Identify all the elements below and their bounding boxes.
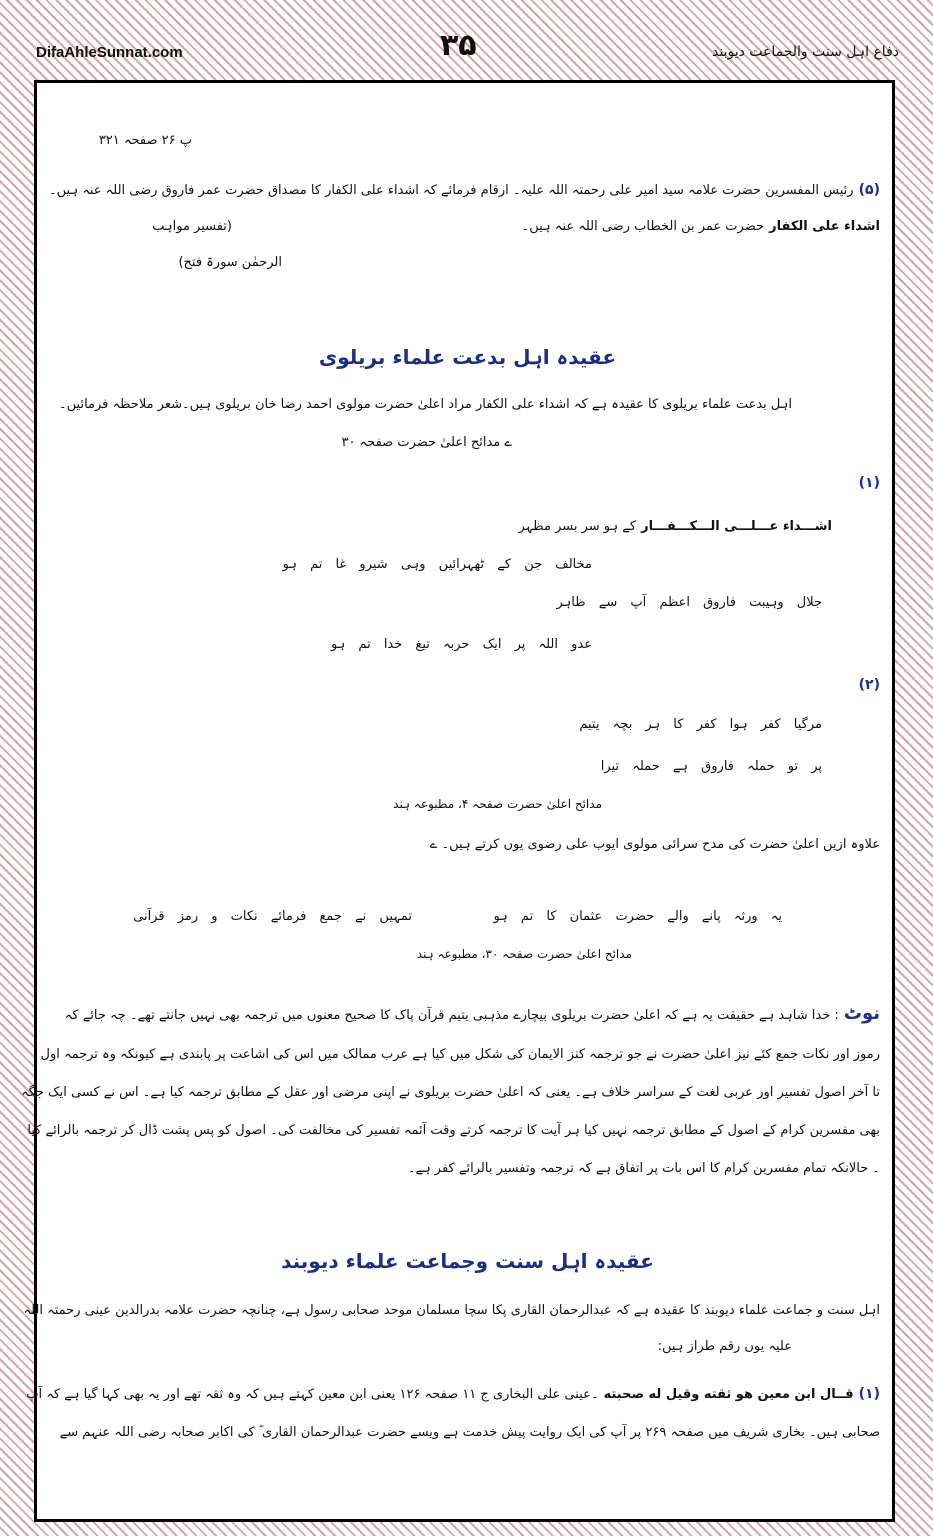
poem-1-line1 <box>519 515 832 534</box>
poem-3-reference: مدائح اعلیٰ حضرت صفحہ ۳۰، مطبوعہ ہند <box>416 947 632 961</box>
note-line3: تا آخر اصول تفسیر اور عربی لغت کے سراسر خلاف ہے۔ یعنی کہ اعلیٰ حضرت بریلوی نے اپنی مرضی اور عقل کے مطابق ترجمہ کیا ہے۔ اس نے کسی ایک جگہ <box>21 1085 880 1100</box>
item-5-number: (۵) <box>858 182 880 198</box>
item-5-line1 <box>49 179 880 198</box>
paragraph-deoband-line1: اہل سنت و جماعت علماء دیوبند کا عقیدہ ہے کہ عبدالرحمان القاری پکا سچا مسلمان موحد صحابی رسول ہے، چنانچہ حضرت علامہ بدرالدین عینی رحمتہ اللہ <box>23 1303 880 1318</box>
page-header <box>0 0 933 70</box>
note-line4: بھی مفسرین کرام کے اصول کے مطابق ترجمہ نہیں کیا ہر آیت کا ترجمہ کرتے وقت آئمہ تفسیر کی مخالفت کی۔ اصول کو پس پشت ڈال کر ترجمہ بالرائے کیا <box>27 1123 880 1138</box>
site-name: DifaAhleSunnat.com <box>36 44 183 61</box>
poem-1-line4: عدو اللہ پر ایک حربہ تیغ خدا تم ہو <box>330 637 592 652</box>
paragraph-barelvi: اہل بدعت علماء بریلوی کا عقیدہ ہے کہ اشداء علی الکفار مراد اعلیٰ حضرت مولوی احمد رضا خان بریلوی ہیں۔شعر ملاحظہ فرمائیں۔ <box>59 397 792 412</box>
item-5-reference: (تفسیر مواہب <box>152 219 232 234</box>
note-line1 <box>65 1003 880 1024</box>
poem-1-line2: مخالف جن کے ٹھہرائیں وہی شیرو غا تم ہو <box>282 557 592 572</box>
page-number: ۳۵ <box>440 28 477 63</box>
item-1-text: ۔عینی علی البخاری ج ۱۱ صفحہ ۱۲۶ یعنی ابن معین کہتے ہیں کہ وہ ثقہ تھے اور یہ بھی کہا گیا ہے کہ آپ <box>26 1387 599 1402</box>
item-5-line2-text: حضرت عمر بن الخطاب رضی اللہ عنہ ہیں۔ <box>521 219 765 234</box>
reference-top: پ ۲۶ صفحہ ۳۲۱ <box>98 133 192 148</box>
paragraph-deoband-line2: علیہ یوں رقم طراز ہیں: <box>657 1339 792 1354</box>
poem-1-line3: جلال وہیبت فاروق اعظم آپ سے ظاہر <box>556 595 822 610</box>
note-line1-text: : خدا شاہد ہے حقیقت یہ ہے کہ اعلیٰ حضرت بریلوی بیچارے مذہبی یتیم قرآن پاک کا صحیح معنوں میں ترجمہ بھی نہیں جانتے تھے۔ چہ جائے کہ <box>64 1008 839 1023</box>
item-5-text: رئیس المفسرین حضرت علامہ سید امیر علی رحمتہ اللہ علیہ۔ ارقام فرمائے کہ اشداء علی الکفار کا مصداق حضرت عمر فاروق رضی اللہ عنہ ہیں۔ <box>49 183 854 198</box>
paragraph-ayub: علاوہ ازیں اعلیٰ حضرت کی مدح سرائی مولوی ایوب علی رضوی یوں کرتے ہیں۔ ے <box>429 837 880 852</box>
page-frame <box>21 80 895 1522</box>
book-title: دفاع اہل سنت والجماعت دیوبند <box>712 44 899 60</box>
item-5-reference2: الرحمٰن سورۃ فتح) <box>178 255 282 270</box>
item-5-line2 <box>522 215 880 234</box>
item-1-line2: صحابی ہیں۔ بخاری شریف میں صفحہ ۲۶۹ پر آپ کی ایک روایت پیش خدمت ہے ویسے حضرت عبدالرحمان القاری ؓ کی اکابر صحابہ رضی اللہ عنہم سے <box>59 1425 880 1440</box>
item-1-arabic: قــال ابن معين هو ثقته وقيل له صحبته <box>603 1387 854 1402</box>
poem-1-arabic: اشـــداء عـــلـــی الـــكـــفـــار <box>641 519 832 534</box>
poem-2-number: (۲) <box>858 677 880 693</box>
item-1-line1 <box>26 1383 880 1402</box>
poem-1-line1-text: کے ہو سر بسر مظہر <box>518 519 637 534</box>
poem-1-number: (۱) <box>858 475 880 491</box>
poem-3-part2: یہ ورثہ پانے والے حضرت عثمان کا تم ہو <box>493 909 782 924</box>
item-1-number: (۱) <box>858 1386 880 1402</box>
heading-deoband-belief: عقیدہ اہل سنت وجماعت علماء دیوبند <box>281 1249 654 1273</box>
note-line5: ۔ حالانکہ تمام مفسرین کرام کا اس بات پر اتفاق ہے کہ ترجمہ وتفسیر بالرائے کفر ہے۔ <box>407 1161 880 1176</box>
poem-3-part1: تمہیں نے جمع فرمائے نکات و رمز قرآنی <box>133 909 412 924</box>
poem-2-line1: مرگیا کفر ہوا کفر کا ہر بچہ یتیم <box>579 717 822 732</box>
poem-2-line2: پر تو حملہ فاروق ہے حملہ تیرا <box>600 759 822 774</box>
poem-2-reference: مدائح اعلیٰ حضرت صفحہ ۴، مطبوعہ ہند <box>393 797 602 811</box>
paragraph-barelvi-ref: ے مدائح اعلیٰ حضرت صفحہ ۳۰ <box>341 435 512 450</box>
heading-barelvi-belief: عقیدہ اہل بدعت علماء بریلوی <box>318 345 617 369</box>
note-label: نوٹ <box>843 1003 880 1024</box>
item-5-arabic: اشداء علی الکفار <box>769 219 880 234</box>
note-line2: رموز اور نکات جمع کئے نیز اعلیٰ حضرت نے جو ترجمہ کنز الایمان کی شکل میں کیا ہے عرب ممالک میں اس کی اشاعت پر پابندی ہے کیونکہ وہ ترجمہ اول <box>40 1047 880 1062</box>
